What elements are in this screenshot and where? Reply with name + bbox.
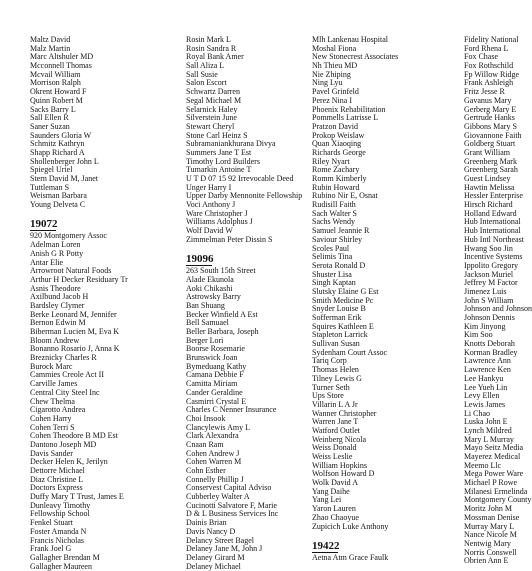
- owner-name-entry: Saviour Shirley: [312, 234, 362, 244]
- spacer: [186, 245, 326, 254]
- owner-name-entry: Stone Carl Heinz S: [186, 130, 248, 140]
- owner-name-entry: Gavanus Mary: [464, 95, 512, 105]
- owner-name-entry: U T D 07 15 92 Irrevocable Deed: [186, 174, 294, 183]
- owner-name-entry: Yaron Lauren: [312, 504, 356, 514]
- owner-name-entry: Hirsch Richard: [464, 200, 513, 210]
- owner-name-entry: Casmirri Crystal E: [186, 396, 246, 406]
- owner-name-entry: Korman Bradley: [464, 347, 518, 357]
- owner-name-entry: Asnis Theodore: [30, 283, 81, 293]
- owner-name-entry: Antar Elie: [30, 257, 64, 267]
- owner-name-entry: Rosin Sandra R: [186, 43, 237, 53]
- owner-name-entry: Sall Aliza L: [186, 61, 225, 71]
- owner-name-entry: Cohn Esther: [186, 466, 226, 475]
- owner-name-entry: Luska John E: [464, 417, 508, 427]
- owner-name-entry: Lee Hankyu: [464, 373, 504, 383]
- owner-name-entry: Camitta Miriam: [186, 379, 238, 389]
- owner-name-entry: Berger Lori: [186, 335, 224, 345]
- owner-name-entry: Hessler Enterprise: [464, 191, 523, 201]
- owner-name-entry: Hwang Soo Jin: [464, 243, 513, 253]
- owner-name-entry: Duffy Mary T Trust, James E: [30, 492, 124, 502]
- owner-name-entry: Cucinotti Salvatore F, Marie: [186, 500, 277, 510]
- owner-name-entry: Voci Anthony J: [186, 200, 236, 210]
- owner-name-entry: Weiss Donald: [312, 443, 357, 453]
- owner-name-entry: Adelman Loren: [30, 240, 81, 250]
- owner-name-entry: Williams Adolphus J: [186, 217, 253, 227]
- owner-name-entry: Gerberg Mary E: [464, 104, 517, 114]
- owner-name-entry: Kim Soo: [464, 330, 493, 340]
- owner-name-entry: Stewart Cheryl: [186, 121, 235, 131]
- owner-name-entry: Berke Leonard M, Jennifer: [30, 309, 117, 319]
- owner-name-entry: Beller Barbara, Joseph: [186, 327, 259, 336]
- owner-name-entry: Astrowsky Barry: [186, 292, 241, 302]
- owner-name-entry: Fidelity National: [464, 35, 519, 44]
- owner-name-entry: Becker Winfield A Est: [186, 309, 258, 319]
- owner-name-entry: Rosin Mark L: [186, 35, 231, 44]
- owner-name-entry: Clark Alexandra: [186, 431, 239, 441]
- owner-name-entry: Bernon Edwin M: [30, 318, 86, 328]
- owner-name-entry: Royal Bank Amer: [186, 52, 244, 62]
- owner-name-entry: Giovannone Faith: [464, 130, 522, 140]
- owner-name-entry: Ups Store: [312, 391, 344, 401]
- owner-name-entry: Mossman Denise: [464, 512, 520, 522]
- owner-name-entry: Grant William: [464, 147, 510, 157]
- owner-name-entry: Frank Joel G: [30, 544, 72, 554]
- owner-name-entry: Ban Shuang: [186, 300, 225, 310]
- owner-name-entry: Mayo Seitz Media: [464, 443, 524, 453]
- owner-name-entry: Marc Altshuler MD: [30, 52, 94, 62]
- owner-name-entry: Richards George: [312, 147, 366, 157]
- owner-name-entry: Stapleton Larrick: [312, 330, 368, 340]
- owner-name-entry: Cohen Warren M: [186, 457, 242, 467]
- owner-name-entry: New Stonecrest Associates: [312, 52, 399, 62]
- owner-name-entry: Foster Amanda N: [30, 526, 87, 536]
- owner-name-entry: Silverstein June: [186, 113, 237, 123]
- owner-name-entry: Biberman Lucien M, Eva K: [30, 327, 120, 336]
- owner-name-entry: Ippolito Gregory: [464, 260, 518, 270]
- owner-name-entry: John S William: [464, 295, 514, 305]
- owner-name-entry: Phoenix Rehabilitation: [312, 104, 386, 114]
- owner-name-entry: Wolf David W: [186, 226, 233, 236]
- owner-name-entry: Arthur H Decker Residuary Tr: [30, 274, 128, 284]
- owner-name-entry: Tilney Lewis G: [312, 373, 362, 383]
- owner-name-entry: Pommells Latrisse L: [312, 113, 379, 123]
- owner-name-entry: Quinn Robert M: [30, 95, 83, 105]
- owner-name-entry: Norris Conswell: [464, 547, 517, 557]
- owner-name-entry: Segal Michael M: [186, 95, 242, 105]
- owner-name-entry: Diaz Christine L: [30, 474, 84, 484]
- owner-name-entry: Dettorre Michael: [30, 466, 85, 475]
- owner-name-entry: Tariq Corp: [312, 356, 347, 366]
- owner-name-entry: Wolfson Howard D: [312, 469, 375, 479]
- owner-name-entry: Hawtin Melissa: [464, 182, 515, 192]
- owner-name-entry: Cohen Andrew J: [186, 448, 240, 458]
- owner-name-entry: Fritz Jesse R: [464, 87, 505, 97]
- owner-name-entry: Slutsky Elaine G Est: [312, 286, 379, 296]
- spacer: [312, 531, 452, 540]
- owner-name-entry: Breznicky Charles R: [30, 353, 97, 363]
- owner-name-entry: Schmitz Kathryn: [30, 139, 85, 149]
- owner-name-entry: Obrien Ann E: [464, 556, 509, 566]
- owner-name-entry: Bardsley Clymer: [30, 300, 85, 310]
- owner-name-entry: Okrent Howard F: [30, 87, 87, 97]
- owner-name-entry: Perez Nina I: [312, 95, 352, 105]
- owner-name-entry: Alade Ekunola: [186, 274, 234, 284]
- owner-name-entry: Montgomery County: [464, 495, 532, 505]
- owner-name-entry: Lee Yueh Lin: [464, 382, 508, 392]
- owner-name-entry: Serota Ronald D: [312, 260, 366, 270]
- owner-name-entry: Axilbund Jacob H: [30, 292, 89, 302]
- owner-name-entry: Cammies Creole Act II: [30, 370, 104, 380]
- owner-name-entry: Wolk David A: [312, 478, 359, 488]
- owner-name-entry: Holland Edward: [464, 208, 517, 218]
- owner-name-entry: Camana Debbie F: [186, 370, 244, 380]
- owner-name-entry: Nie Zhiping: [312, 69, 351, 79]
- owner-name-entry: Meemo Llc: [464, 460, 502, 470]
- owner-name-entry: Mlh Lankenau Hospital: [312, 35, 388, 44]
- owner-name-entry: Prokop Weislaw: [312, 130, 365, 140]
- owner-name-entry: Timothy Lord Builders: [186, 156, 260, 166]
- owner-name-entry: Cnaan Ram: [186, 439, 224, 449]
- owner-name-entry: Shuster Lisa: [312, 269, 352, 279]
- zip-heading: 19072: [30, 218, 58, 231]
- owner-name-entry: Delaney Michael: [186, 561, 241, 571]
- zip-heading: 19096: [186, 253, 214, 266]
- owner-name-entry: Sall Ellen R: [30, 113, 69, 123]
- owner-name-entry: Ware Christopher J: [186, 208, 248, 218]
- owner-name-entry: Moshal Fiona: [312, 43, 357, 53]
- owner-name-entry: Central City Steel Inc: [30, 387, 100, 397]
- owner-name-entry: Nentwig Mary: [464, 538, 511, 548]
- owner-name-entry: Michael P Rowe: [464, 478, 518, 488]
- owner-name-entry: Saner Suzan: [30, 121, 70, 131]
- owner-name-entry: Dantono Joseph MD: [30, 439, 97, 449]
- owner-name-entry: Greenberg Sarah: [464, 165, 518, 175]
- owner-name-entry: Boorse Rosemarie: [186, 344, 245, 354]
- owner-name-entry: Mary L Murray: [464, 434, 514, 444]
- owner-name-entry: Bell Samuael: [186, 318, 229, 328]
- owner-name-entry: Aoki Chikashi: [186, 283, 233, 293]
- owner-name-entry: Quan Xiaoqing: [312, 139, 362, 149]
- owner-name-entry: Delaney Girard M: [186, 552, 245, 562]
- owner-name-entry: Milanesi Ermelinda: [464, 486, 528, 496]
- owner-name-entry: Zupicich Luke Anthony: [312, 521, 389, 531]
- owner-name-entry: Dainis Brian: [186, 518, 227, 528]
- owner-name-entry: Arrowroot Natural Foods: [30, 266, 112, 276]
- owner-name-entry: Lawrence Ken: [464, 365, 511, 375]
- owner-name-entry: Stern David M, Janet: [30, 174, 98, 183]
- owner-name-entry: Rubin Howard: [312, 182, 360, 192]
- owner-name-entry: Villarin L A Jr: [312, 399, 358, 409]
- owner-name-entry: Hub Intl Northeast: [464, 234, 524, 244]
- owner-name-entry: Clancylewis Amy L: [186, 422, 250, 432]
- owner-name-entry: Mayerez Medical: [464, 452, 521, 461]
- owner-name-entry: Anish G R Potty: [30, 248, 84, 258]
- owner-name-entry: Hub International: [464, 217, 521, 227]
- owner-name-entry: Unger Harry I: [186, 182, 232, 192]
- owner-name-entry: Summers Jane T Est: [186, 147, 252, 157]
- owner-name-entry: Fox Chase: [464, 52, 498, 62]
- owner-name-entry: Fenkel Stuart: [30, 518, 73, 528]
- owner-name-entry: Maltz David: [30, 35, 71, 44]
- owner-name-entry: Romm Kimberly: [312, 174, 367, 183]
- owner-name-entry: Rudisill Faith: [312, 200, 356, 210]
- owner-name-entry: 920 Montgomery Assoc: [30, 231, 107, 241]
- owner-name-entry: Sacks Barry L: [30, 104, 76, 114]
- owner-name-entry: Cohen Terri S: [30, 422, 75, 432]
- owner-name-entry: Sullivan Susan: [312, 339, 360, 349]
- owner-name-entry: Francis Nicholas: [30, 535, 84, 545]
- owner-name-entry: Upper Darby Mennonite Fellowship: [186, 191, 303, 201]
- owner-name-entry: Thomas Helen: [312, 365, 359, 375]
- owner-name-entry: Sachs Wendy: [312, 217, 355, 227]
- owner-name-entry: Yang Daihe: [312, 486, 350, 496]
- owner-name-entry: Li Chao: [464, 408, 490, 418]
- owner-name-entry: Cubberley Walter A: [186, 492, 250, 502]
- owner-name-entry: Lewis James: [464, 399, 506, 409]
- owner-name-entry: Frank Ashleigh: [464, 78, 514, 88]
- column-3: [312, 36, 452, 563]
- owner-name-entry: Cander Geraldine: [186, 387, 243, 397]
- owner-name-entry: Chew Thelma: [30, 396, 75, 406]
- owner-name-entry: Sydenham Court Assoc: [312, 347, 388, 357]
- owner-name-entry: Choi Insook: [186, 413, 226, 423]
- owner-name-entry: Weisman Barbara: [30, 191, 87, 201]
- owner-name-entry: Tuttleman S: [30, 182, 70, 192]
- owner-name-entry: Mega Power Ware: [464, 469, 524, 479]
- owner-name-entry: Bloom Andrew: [30, 335, 80, 345]
- owner-name-entry: Hub International: [464, 226, 521, 236]
- owner-name-entry: Guest Lindsey: [464, 174, 511, 183]
- owner-name-entry: D & L Business Services Inc: [186, 509, 279, 519]
- owner-name-entry: Wanner Christopher: [312, 408, 377, 418]
- owner-name-entry: Goldberg Stuart: [464, 139, 516, 149]
- owner-name-entry: Zimmelman Peter Dissin S: [186, 234, 273, 244]
- owner-name-entry: Conservest Capital Adviso: [186, 483, 272, 493]
- owner-name-entry: Shapp Richard A: [30, 147, 85, 157]
- spacer: [30, 210, 170, 219]
- owner-name-entry: Tumarkin Antoine T: [186, 165, 252, 175]
- owner-name-entry: Weinberg Nicola: [312, 434, 367, 444]
- owner-name-entry: Fp Willow Ridge: [464, 69, 520, 79]
- owner-name-entry: Sofferman Erik: [312, 313, 362, 322]
- owner-name-entry: Connelly Phillip J: [186, 474, 244, 484]
- owner-name-entry: Gibbons Mary S: [464, 121, 517, 131]
- owner-name-entry: Decker Helen K, Jerilyn: [30, 457, 108, 467]
- owner-name-entry: Shollenberger John L: [30, 156, 99, 166]
- owner-name-entry: Gallagher Maureen: [30, 561, 92, 571]
- owner-name-entry: Johnson and Johnson: [464, 304, 532, 314]
- owner-name-entry: Selimis Tina: [312, 252, 353, 262]
- owner-name-entry: Watford Outlet: [312, 425, 361, 435]
- owner-name-entry: Jeffrey M Factor: [464, 278, 518, 288]
- owner-name-entry: Warren Jane T: [312, 417, 359, 427]
- owner-name-entry: 263 South 15th Street: [186, 266, 256, 276]
- owner-name-entry: Bonanno Rosario J, Anna K: [30, 344, 120, 354]
- owner-name-entry: Cohen Harry: [30, 413, 72, 423]
- owner-name-entry: Lawrence Ann: [464, 356, 511, 366]
- owner-name-entry: Turner Seth: [312, 382, 350, 392]
- owner-name-entry: Bymeduang Kathy: [186, 361, 247, 371]
- owner-name-entry: Selarnick Haley: [186, 104, 238, 114]
- owner-name-entry: Lynch Mildred: [464, 425, 512, 435]
- owner-name-entry: Kim Jinyong: [464, 321, 506, 331]
- owner-name-entry: Fellowship School: [30, 509, 90, 519]
- owner-name-entry: Doctors Express: [30, 483, 83, 493]
- owner-name-entry: Spiegel Uriel: [30, 165, 73, 175]
- owner-name-entry: Johnson Dennis: [464, 313, 515, 322]
- owner-name-entry: Fox Rothschild: [464, 61, 514, 71]
- owner-name-entry: Schwartz Darren: [186, 87, 240, 97]
- owner-name-entry: Rome Zachary: [312, 165, 360, 175]
- owner-name-entry: Incentive Systems: [464, 252, 523, 262]
- owner-name-entry: Ford Rhena L: [464, 43, 509, 53]
- owner-name-entry: Jackson Muriel: [464, 269, 514, 279]
- owner-name-entry: Nance Nicole M: [464, 530, 517, 540]
- owner-name-entry: Subramaniankhurana Divya: [186, 139, 276, 149]
- owner-name-entry: Cigarotto Andrea: [30, 405, 86, 415]
- owner-name-entry: Singh Kaptan: [312, 278, 356, 288]
- owner-name-entry: Nh Thieu MD: [312, 61, 358, 71]
- owner-name-entry: Davis Nancy D: [186, 526, 236, 536]
- owner-name-entry: Morrison Ralph: [30, 78, 81, 88]
- column-4: [464, 35, 532, 566]
- owner-name-entry: Dunleavy Timothy: [30, 500, 91, 510]
- owner-name-entry: Pavel Grinfeld: [312, 87, 359, 97]
- zip-heading: 19422: [312, 539, 340, 552]
- owner-name-entry: Mcvail William: [30, 69, 81, 79]
- owner-name-entry: Ning Lyu: [312, 78, 343, 88]
- owner-name-entry: Squires Kathleen E: [312, 321, 374, 331]
- owner-name-entry: Pratzon David: [312, 121, 358, 131]
- owner-name-entry: William Hopkins: [312, 460, 368, 470]
- owner-name-entry: Mcconnell Thomas: [30, 61, 92, 71]
- owner-name-entry: Gallagher Brendan M: [30, 552, 100, 562]
- owner-name-entry: Moritz John M: [464, 504, 512, 514]
- owner-name-entry: Sall Susie: [186, 69, 218, 79]
- owner-name-entry: Jimenez Luis: [464, 286, 507, 296]
- owner-name-entry: Snyder Louise B: [312, 304, 366, 314]
- owner-name-entry: Young Delveta C: [30, 200, 86, 210]
- column-1: [30, 36, 170, 571]
- owner-name-entry: Gertrude Hanks: [464, 113, 515, 123]
- owner-name-entry: Aetna Atm Grace Faulk: [312, 552, 389, 562]
- owner-name-entry: Weiss Leslie: [312, 452, 353, 461]
- owner-name-entry: Carville James: [30, 379, 78, 389]
- owner-name-entry: Scoles Paul: [312, 243, 350, 253]
- owner-name-entry: Delaney Jane M, John J: [186, 544, 263, 554]
- owner-name-entry: Davis Sander: [30, 448, 73, 458]
- owner-name-entry: Rubino Nir E, Osnat: [312, 191, 378, 201]
- owner-name-entry: Zhao Chaoyue: [312, 512, 359, 522]
- owner-name-entry: Charles C Nenner Insurance: [186, 405, 277, 415]
- owner-name-entry: Greenberg Mark: [464, 156, 517, 166]
- owner-name-entry: Delancy Street Bagel: [186, 535, 254, 545]
- owner-name-entry: Smith Medicine Pc: [312, 295, 374, 305]
- column-2: [186, 36, 326, 571]
- owner-name-entry: Samuel Jeannie R: [312, 226, 370, 236]
- owner-name-entry: Sach Walter S: [312, 208, 357, 218]
- owner-name-entry: Murray Mary L: [464, 521, 515, 531]
- owner-name-entry: Cohen Theodore B MD Est: [30, 431, 118, 441]
- owner-name-entry: Yang Lei: [312, 495, 342, 505]
- owner-name-entry: Riley Nyart: [312, 156, 350, 166]
- owner-name-entry: Brunswick Joan: [186, 353, 238, 363]
- owner-name-entry: Malz Martin: [30, 43, 71, 53]
- owner-name-entry: Saunders Gloria W: [30, 130, 92, 140]
- owner-name-entry: Knotts Deborah: [464, 339, 515, 349]
- owner-name-entry: Salon Escort: [186, 78, 227, 88]
- owner-name-entry: Burock Marc: [30, 361, 73, 371]
- owner-name-entry: Levy Ellen: [464, 391, 500, 401]
